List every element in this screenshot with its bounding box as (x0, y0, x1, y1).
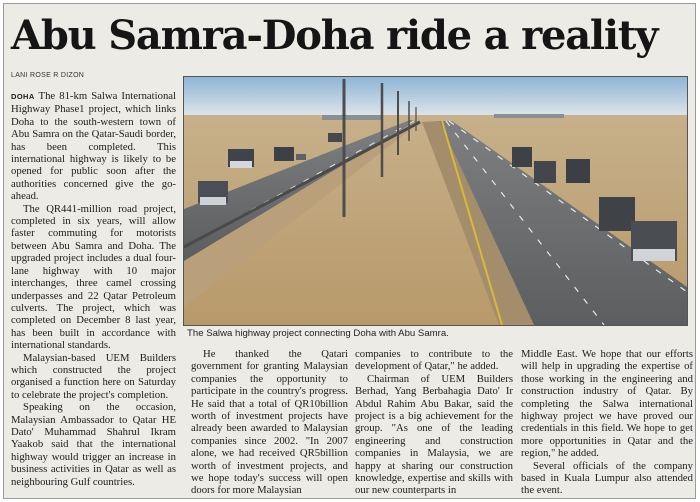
article-paragraph: Malaysian-based UEM Builders which constructed the project organised a function here on Saturday to celebrate the project's completion. (11, 351, 176, 401)
newspaper-clipping (3, 3, 696, 499)
article-paragraph: Middle East. We hope that our efforts will help in upgrading the expertise of those working in the engineering and construction industry of Qatar. By completing the Salwa international highway project we have proved our credentials in this field. We hope to get more opportunities in Qatar and the region," he added. (521, 348, 693, 460)
article-paragraph: Chairman of UEM Builders Berhad, Yang Berbahagia Dato' Ir Abdul Rahim Abu Bakar, said the project is a big achievement for the group. "As one of the leading engineering and construction companies in Malaysia, we are happy at sharing our construction knowledge, expertise and skills with our new counterparts in (355, 372, 513, 497)
article-paragraph (11, 90, 176, 203)
article-paragraph: companies to contribute to the development of Qatar," he added. (355, 348, 513, 373)
paragraph-text: The 81-km Salwa International Highway Phase1 project, which links Doha to the south-western town of Abu Samra on the Qatar-Saudi border, has been completed. This international highway is likely to be opened for public soon after the authorities concerned give the go-ahead. (11, 90, 176, 203)
photo-caption: The Salwa highway project connecting Doha with Abu Samra. (187, 328, 449, 339)
article-paragraph: Several officials of the company based in Kuala Lumpur also attended the event. (521, 459, 693, 497)
article-paragraph: Speaking on the occasion, Malaysian Ambassador to Qatar HE Dato' Muhammad Shahrul Ikram Yaakob said that the international highway would trigger an increase in business activities in Qatar as well as neighbouring Gulf countries. (11, 401, 176, 488)
article-paragraph: He thanked the Qatari government for granting Malaysian companies the opportunity to participate in the country's progress. He said that a total of QR10billion worth of investment projects have already been awarded to Malaysian companies since 2002. "In 2007 alone, we had received QR5billion worth of investment projects, and we hope today's success will open doors for more Malaysian (191, 348, 348, 497)
headline: Abu Samra-Doha ride a reality (11, 12, 658, 59)
highway-photo (183, 76, 688, 326)
article-column-4 (521, 348, 693, 497)
byline: LANI ROSE R DIZON (11, 72, 85, 79)
article-paragraph: The QR441-million road project, completed in six years, will allow faster commuting for motorists between Abu Samra and Doha. The upgraded project includes a dual four-lane highway with 10 major interchanges, three camel crossing underpasses and 22 Qatar Petroleum culverts. The project, which was completed on December 8 last year, has been built in accordance with international standards. (11, 202, 176, 352)
article-column-3 (355, 348, 513, 497)
article-column-2 (191, 348, 348, 497)
article-column-1 (11, 90, 176, 488)
highway-photo-illustration (184, 77, 687, 325)
dateline: DOHA (11, 92, 35, 101)
